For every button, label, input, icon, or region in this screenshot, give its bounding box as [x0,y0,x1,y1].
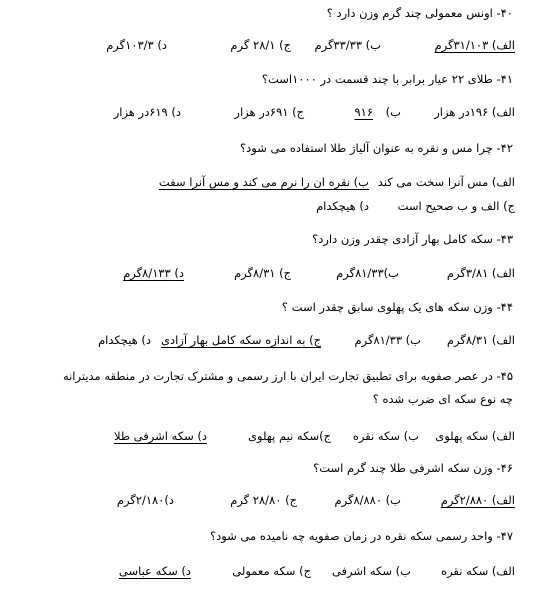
option-44-d: د) هیچکدام [98,333,151,347]
question-41-options [0,105,559,125]
question-46 [0,461,559,481]
option-46-c: ج) ۲۸/۸۰ گرم [230,493,297,507]
option-42-a: الف) مس آنرا سخت می کند [377,175,515,189]
question-42 [0,141,559,161]
question-43-text: ۴۳- سکه کامل بهار آزادی چقدر وزن دارد؟ [312,232,513,246]
option-41-c: ج) ۶۹۱در هزار [234,105,304,119]
option-47-d: د) سکه عباسی [118,564,191,578]
option-41-d: د) ۶۱۹در هزار [113,105,181,119]
option-41-b: ب) [385,105,401,119]
question-47 [0,529,559,549]
option-42-d: د) هیچکدام [316,199,369,213]
option-41-b-value: ۹۱۶ [354,105,373,119]
option-40-c: ج) ۲۸/۱ گرم [230,38,291,52]
question-47-text: ۴۷- واحد رسمی سکه نقره در زمان صفویه چه نامیده می شود؟ [209,529,513,543]
question-42-options-row2 [0,199,559,219]
option-41-a: الف) ۱۹۶در هزار [434,105,515,119]
option-45-a: الف) سکه پهلوی [435,429,515,443]
option-45-c: ج)سکه نیم پهلوی [248,429,331,443]
option-40-b: ب) ۳۳/۳۳گرم [314,38,381,52]
question-45-text: ۴۵- در عصر صفویه برای تطبیق تجارت ایران با ارز رسمی و مشترک تجارت در منطقه مدیترانه چه نوع سکه ای ضرب شده ؟ [62,369,513,406]
option-40-a: الف) ۳۱/۱۰۳گرم [434,38,515,52]
option-46-a: الف) ۲/۸۸۰گرم [440,493,515,507]
question-43 [0,232,559,252]
option-42-c: ج) الف و ب صحیح است [397,199,515,213]
question-44-text: ۴۴- وزن سکه های یک پهلوی سابق چقدر است ؟ [281,300,513,314]
option-45-b: ب) سکه نقره [352,429,419,443]
option-44-c: ج) به اندازه سکه کامل بهار آزادی [160,333,321,347]
option-47-a: الف) سکه نقره [441,564,515,578]
option-43-d: د) ۸/۱۳۳گرم [123,266,184,280]
option-47-c: ج) سکه معمولی [232,564,311,578]
question-42-options-row1 [0,175,559,195]
question-45-options [0,429,559,449]
option-43-c: ج) ۸/۳۱گرم [234,266,291,280]
question-43-options [0,266,559,286]
option-46-b: ب) ۸/۸۸۰گرم [334,493,401,507]
question-47-options [0,564,559,584]
option-45-d: د) سکه اشرفی طلا [114,429,207,443]
question-41 [0,72,559,92]
question-46-text: ۴۶- وزن سکه اشرفی طلا چند گرم است؟ [313,461,513,475]
question-40-options [0,38,559,58]
option-42-b: ب) نقره ان را نرم می کند و مس آنرا سفت [158,175,369,189]
option-46-d: د)۲/۱۸۰گرم [116,493,174,507]
question-40-text: ۴۰- اونس معمولی چند گرم وزن دارد ؟ [326,6,513,20]
option-43-a: الف) ۳/۸۱گرم [446,266,515,280]
question-46-options [0,493,559,513]
question-45 [48,365,513,411]
question-44-options [0,333,559,353]
question-42-text: ۴۲- چرا مس و نقره به عنوان آلیاژ طلا استفاده می شود؟ [240,141,513,155]
option-44-b: ب) ۸۱/۳۳گرم [354,333,421,347]
option-47-b: ب) سکه اشرفی [331,564,411,578]
option-43-b: ب)۸۱/۳۳گرم [336,266,399,280]
question-44 [0,300,559,320]
question-41-text: ۴۱- طلای ۲۲ عیار برابر با چند قسمت در ۱۰۰۰است؟ [261,72,513,86]
option-44-a: الف) ۸/۳۱گرم [446,333,515,347]
option-40-d: د) ۱۰۳/۳گرم [106,38,167,52]
question-40 [0,6,559,26]
